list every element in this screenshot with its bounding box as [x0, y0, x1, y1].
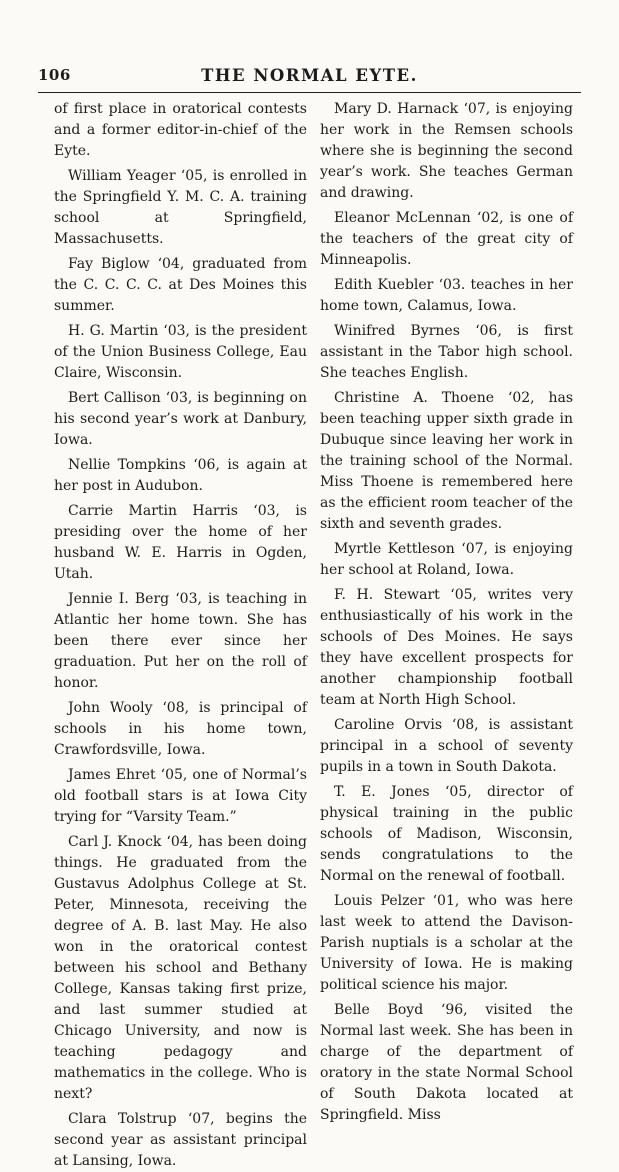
paragraph: Eleanor McLennan ‘02, is one of the teachers of the great city of Minneapolis. — [320, 210, 573, 268]
right-column — [320, 99, 573, 1126]
paragraph: Belle Boyd ‘96, visited the Normal last week. She has been in charge of the department of oratory in the state Normal School of South Dakota located at Springfield. Miss — [320, 1002, 573, 1123]
paragraph: T. E. Jones ‘05, director of physical training in the public schools of Madison, Wisconsin, sends congratulations to the Normal on the renewal of football. — [320, 784, 573, 884]
paragraph: James Ehret ‘05, one of Normal’s old football stars is at Iowa City trying for “Varsity Team.” — [54, 767, 307, 825]
paragraph: Fay Biglow ‘04, graduated from the C. C. C. C. at Des Moines this summer. — [54, 256, 307, 314]
left-column — [54, 99, 307, 1172]
paragraph: Bert Callison ‘03, is beginning on his second year’s work at Danbury, Iowa. — [54, 390, 307, 448]
paragraph: of first place in oratorical contests and a former editor-in-chief of the Eyte. — [54, 101, 307, 159]
paragraph: Clara Tolstrup ‘07, begins the second year as assistant principal at Lansing, Iowa. — [54, 1111, 307, 1169]
paragraph: Christine A. Thoene ‘02, has been teaching upper sixth grade in Dubuque since leaving her work in the training school of the Normal. Miss Thoene is remembered here as the efficient room teacher of the sixth and seventh grades. — [320, 390, 573, 532]
page-header — [38, 66, 581, 88]
paragraph: John Wooly ‘08, is principal of schools in his home town, Crawfordsville, Iowa. — [54, 700, 307, 758]
page-number: 106 — [38, 66, 71, 84]
paragraph: Nellie Tompkins ‘06, is again at her post in Audubon. — [54, 457, 307, 494]
running-title: THE NORMAL EYTE. — [201, 66, 418, 85]
paragraph: H. G. Martin ‘03, is the president of the Union Business College, Eau Claire, Wisconsin. — [54, 323, 307, 381]
paragraph: Jennie I. Berg ‘03, is teaching in Atlantic her home town. She has been there ever since her graduation. Put her on the roll of honor. — [54, 591, 307, 691]
paragraph: Myrtle Kettleson ‘07, is enjoying her school at Roland, Iowa. — [320, 541, 573, 578]
paragraph: Caroline Orvis ‘08, is assistant principal in a school of seventy pupils in a town in South Dakota. — [320, 717, 573, 775]
header-rule — [38, 92, 581, 93]
paragraph: Mary D. Harnack ‘07, is enjoying her work in the Remsen schools where she is beginning the second year’s work. She teaches German and drawing. — [320, 101, 573, 201]
paragraph: Edith Kuebler ‘03. teaches in her home town, Calamus, Iowa. — [320, 277, 573, 314]
paragraph: Louis Pelzer ‘01, who was here last week to attend the Davison-Parish nuptials is a scholar at the University of Iowa. He is making political science his major. — [320, 893, 573, 993]
paragraph: William Yeager ‘05, is enrolled in the Springfield Y. M. C. A. training school at Springfield, Massachusetts. — [54, 168, 307, 247]
paragraph: Carrie Martin Harris ‘03, is presiding over the home of her husband W. E. Harris in Ogden, Utah. — [54, 503, 307, 582]
paragraph: Winifred Byrnes ‘06, is first assistant in the Tabor high school. She teaches English. — [320, 323, 573, 381]
paragraph: Carl J. Knock ‘04, has been doing things. He graduated from the Gustavus Adolphus College at St. Peter, Minnesota, receiving the degree of A. B. last May. He also won in the oratorical contest between his school and Bethany College, Kansas taking first prize, and last summer studied at Chicago University, and now is teaching pedagogy and mathematics in the college. Who is next? — [54, 834, 307, 1102]
paragraph: F. H. Stewart ‘05, writes very enthusiastically of his work in the schools of Des Moines. He says they have excellent prospects for another championship football team at North High School. — [320, 587, 573, 708]
